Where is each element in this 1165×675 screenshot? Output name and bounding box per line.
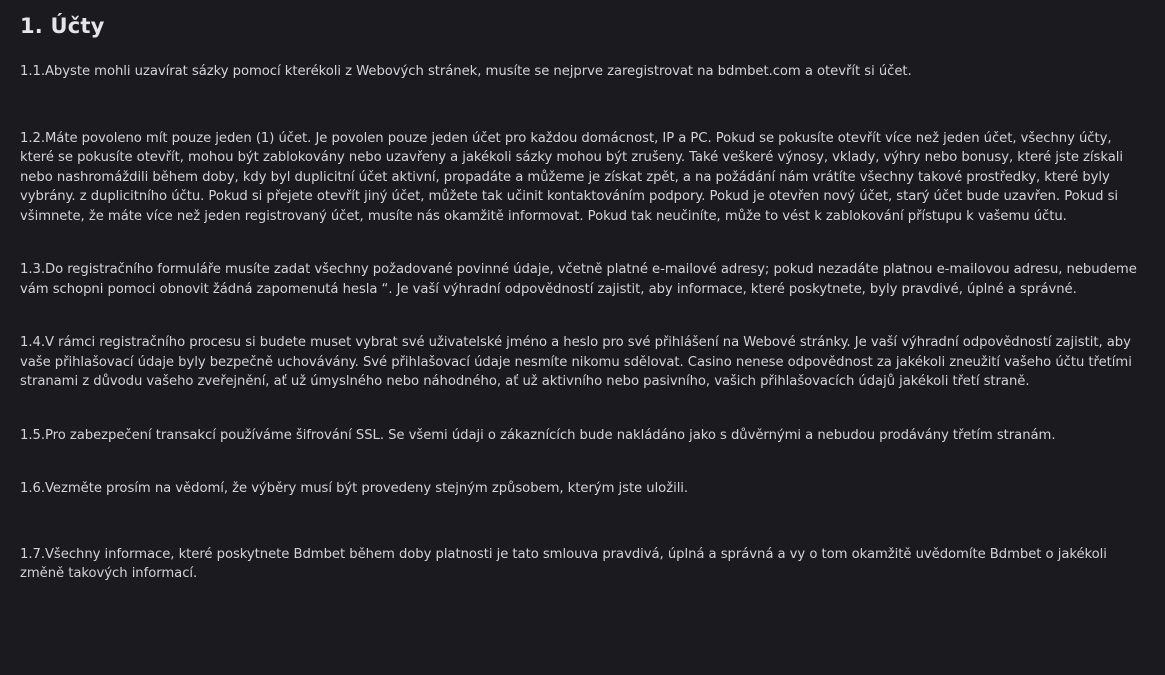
clause-1-1: 1.1.Abyste mohli uzavírat sázky pomocí kterékoli z Webových stránek, musíte se nejprve zaregistrovat na bdmbet.com a otevřít si účet. [20,64,912,79]
clause-1-5: 1.5.Pro zabezpečení transakcí používáme šifrování SSL. Se všemi údaji o zákaznících bude nakládáno jako s důvěrnými a nebudou prodávány třetím stranám. [20,427,1056,443]
clause-1-7: 1.7.Všechny informace, které poskytnete Bdmbet během doby platnosti je tato smlouva pravdivá, úplná a správná a vy o tom okamžitě uvědomíte Bdmbet o jakékoli změně takových informací. [20,546,1107,581]
clause-1-3: 1.3.Do registračního formuláře musíte zadat všechny požadované povinné údaje, včetně platné e-mailové adresy; pokud nezadáte platnou e-mailovou adresu, nebudeme vám schopni pomoci obnovit žádná zapomenutá hesla “. Je vaší výhradní odpovědností zajistit, aby informace, které poskytnete, byly pravdivé, úplné a správné. [20,262,1137,297]
section-title: 1. Účty [20,14,105,38]
clause-1-2: 1.2.Máte povoleno mít pouze jeden (1) účet. Je povolen pouze jeden účet pro každou domácnost, IP a PC. Pokud se pokusíte otevřít více než jeden účet, všechny účty, které se pokusíte otevřít, mohou být zablokovány nebo uzavřeny a jakékoli sázky mohou být zrušeny. Také veškeré výnosy, vklady, výhry nebo bonusy, které jste získali nebo nashromáždili během doby, kdy byl duplicitní účet aktivní, propadáte a můžeme je získat zpět, a na požádání nám vrátíte všechny takové prostředky, které byly vybrány. z duplicitního účtu. Pokud si přejete otevřít jiný účet, můžete tak učinit kontaktováním podpory. Pokud je otevřen nový účet, starý účet bude uzavřen. Pokud si všimnete, že máte více než jeden registrovaný účet, musíte nás okamžitě informovat. Pokud tak neučiníte, může to vést k zablokování přístupu k vašemu účtu. [20,130,1123,224]
clause-1-4: 1.4.V rámci registračního procesu si budete muset vybrat své uživatelské jméno a heslo pro své přihlášení na Webové stránky. Je vaší výhradní odpovědností zajistit, aby vaše přihlašovací údaje byly bezpečně uchovávány. Své přihlašovací údaje nesmíte nikomu sdělovat. Casino nenese odpovědnost za jakékoli zneužití vašeho účtu třetími stranami z důvodu vašeho zveřejnění, ať už úmyslného nebo náhodného, ať už aktivního nebo pasivního, vašich přihlašovacích údajů jakékoli třetí straně. [20,335,1132,389]
clause-1-6: 1.6.Vezměte prosím na vědomí, že výběry musí být provedeny stejným způsobem, kterým jste uložili. [20,481,689,496]
